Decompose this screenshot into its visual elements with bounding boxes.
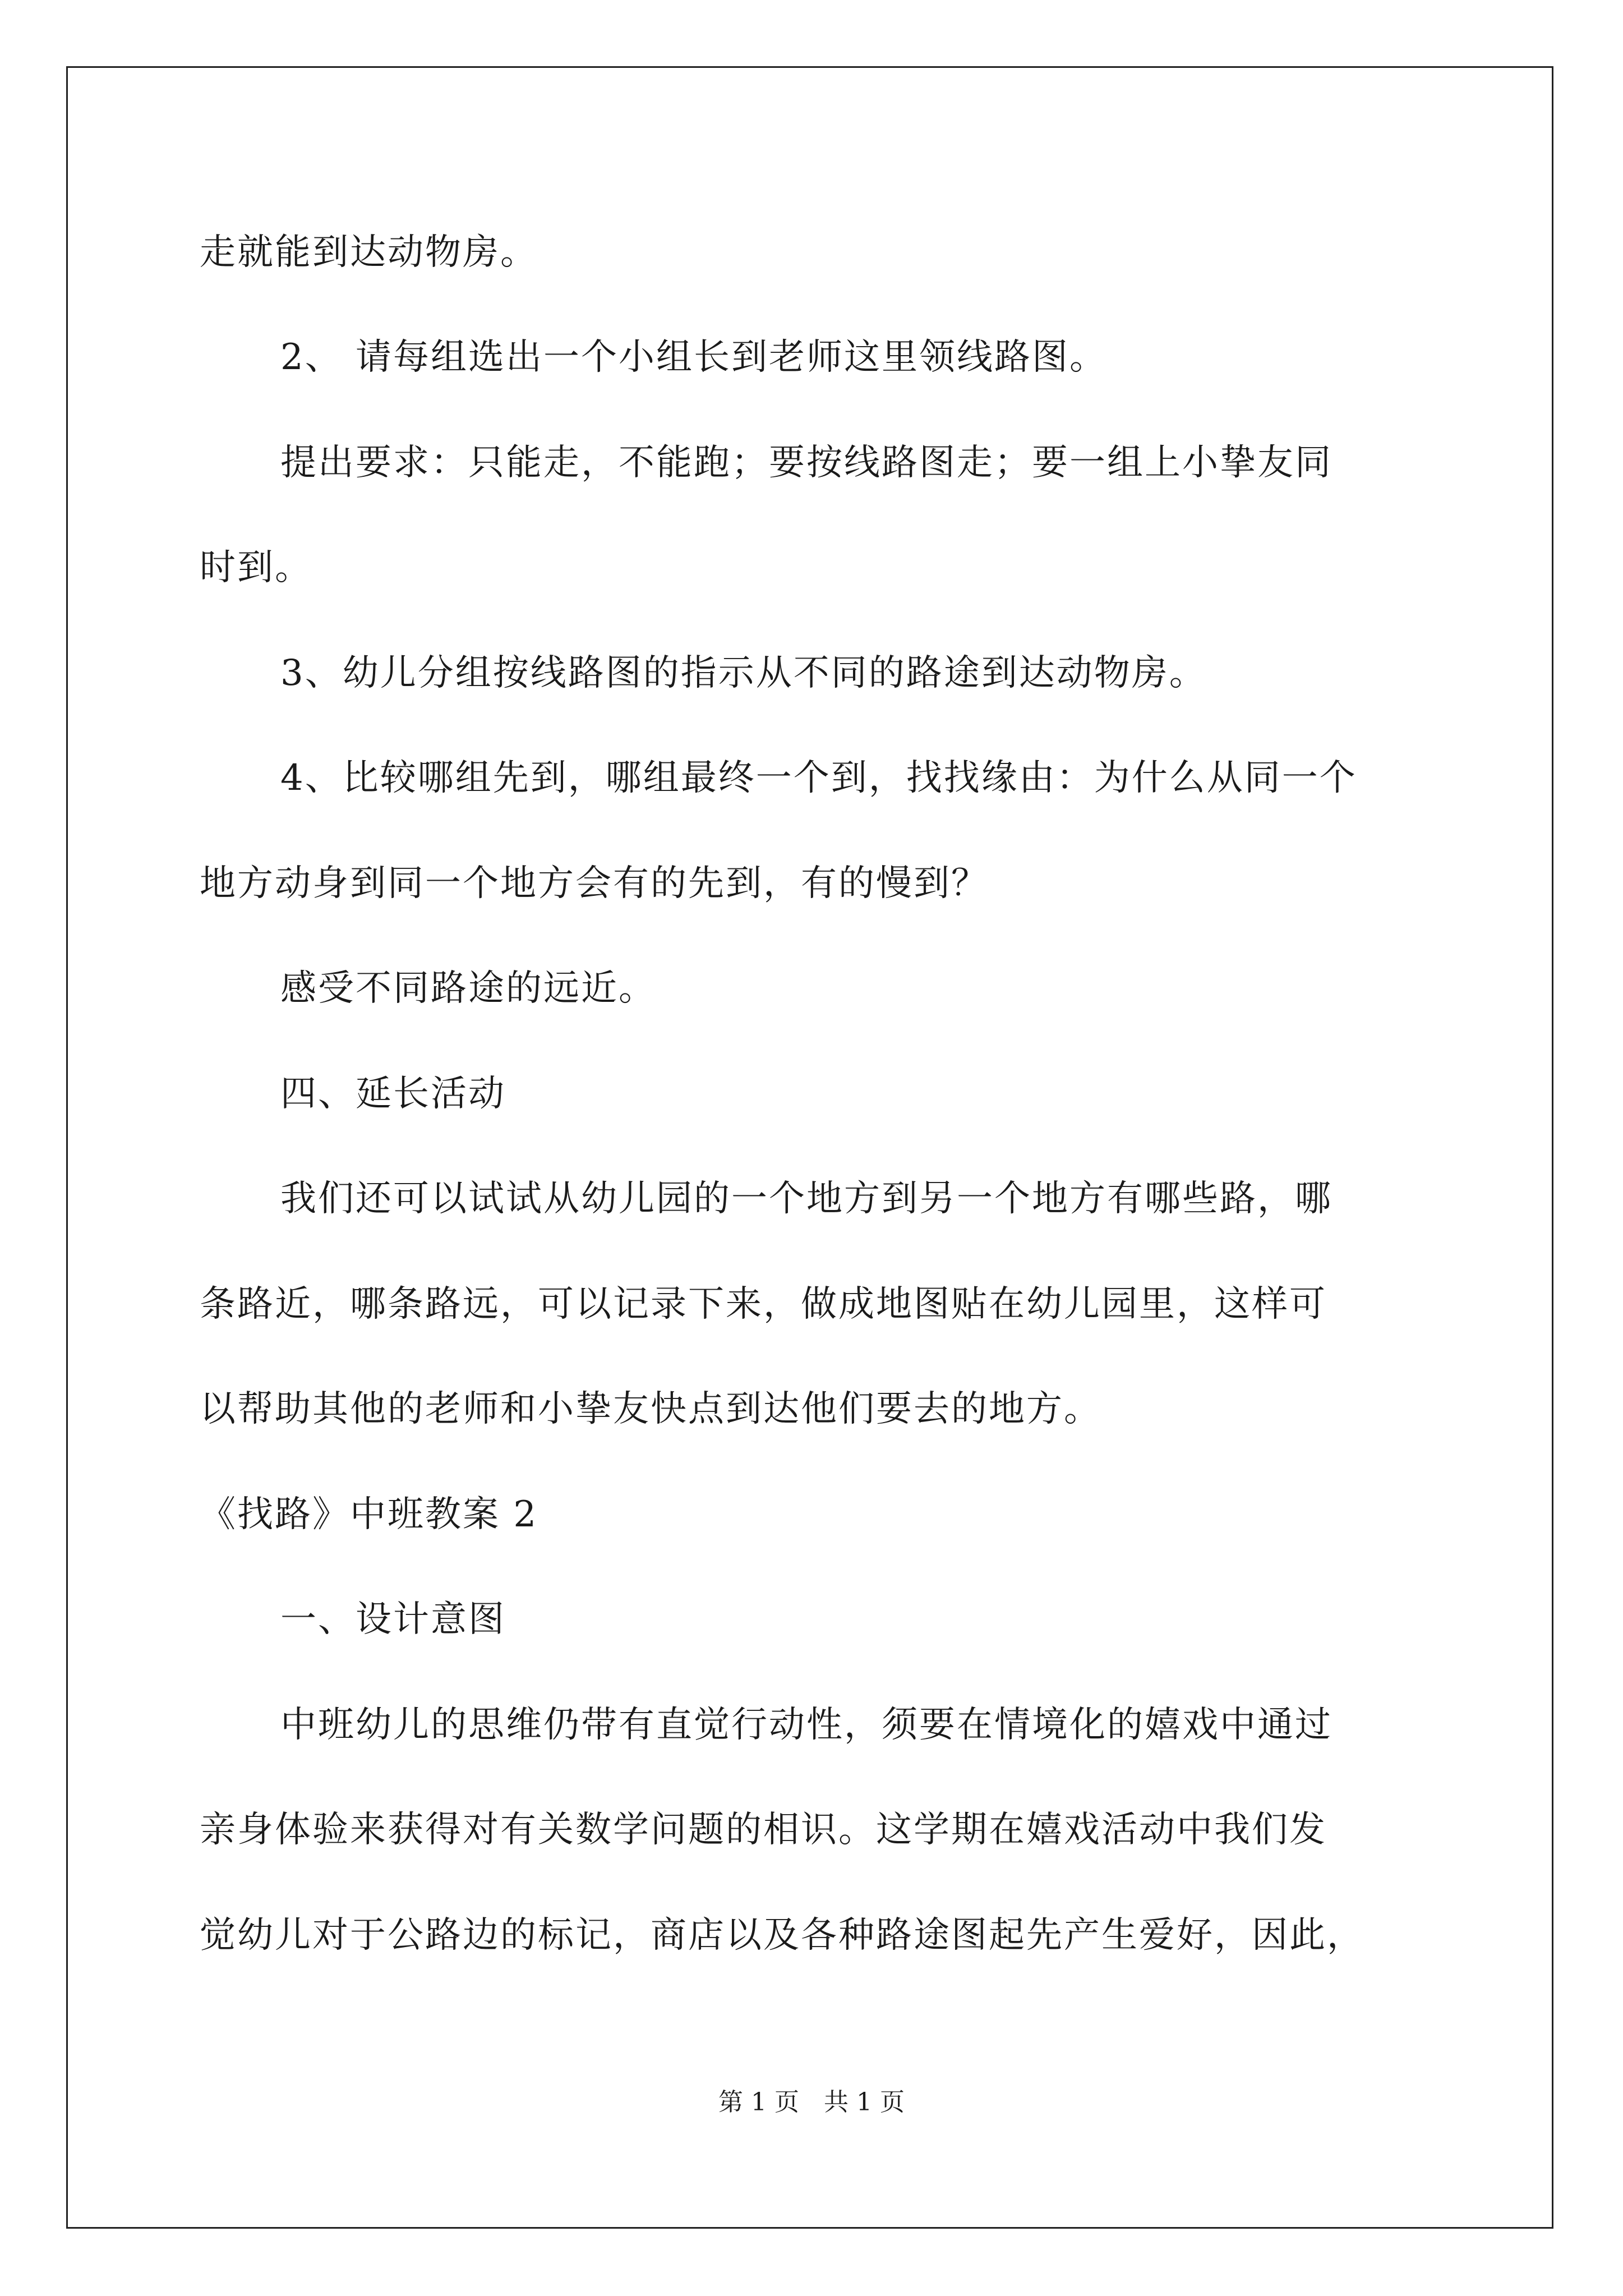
text-line: 条路近，哪条路远，可以记录下来，做成地图贴在幼儿园里，这样可: [200, 1283, 1327, 1325]
text-line: 地方动身到同一个地方会有的先到，有的慢到？: [200, 863, 989, 904]
text-line: 亲身体验来获得对有关数学问题的相识。这学期在嬉戏活动中我们发: [200, 1809, 1327, 1851]
page-footer: 第 1 页 共 1 页: [718, 2088, 905, 2116]
section-heading: 四、延长活动: [280, 1073, 506, 1115]
section-heading: 一、设计意图: [280, 1599, 506, 1640]
text-line: 提出要求：只能走，不能跑；要按线路图走；要一组上小挚友同: [280, 442, 1332, 484]
text-line: 2、 请每组选出一个小组长到老师这里领线路图。: [280, 337, 1108, 378]
text-line: 走就能到达动物房。: [200, 232, 538, 273]
text-line: 时到。: [200, 547, 312, 588]
text-line: 觉幼儿对于公路边的标记，商店以及各种路途图起先产生爱好，因此，: [200, 1915, 1364, 1956]
text-line: 4、比较哪组先到，哪组最终一个到，找找缘由：为什么从同一个: [280, 757, 1357, 799]
text-line: 我们还可以试试从幼儿园的一个地方到另一个地方有哪些路，哪: [280, 1178, 1332, 1220]
text-line: 以帮助其他的老师和小挚友快点到达他们要去的地方。: [200, 1388, 1101, 1430]
text-line: 3、幼儿分组按线路图的指示从不同的路途到达动物房。: [280, 652, 1207, 694]
text-line: 中班幼儿的思维仍带有直觉行动性，须要在情境化的嬉戏中通过: [280, 1704, 1332, 1746]
document-title: 《找路》中班教案 2: [200, 1494, 538, 1535]
text-line: 感受不同路途的远近。: [280, 968, 656, 1009]
page-border: [66, 66, 1553, 2229]
